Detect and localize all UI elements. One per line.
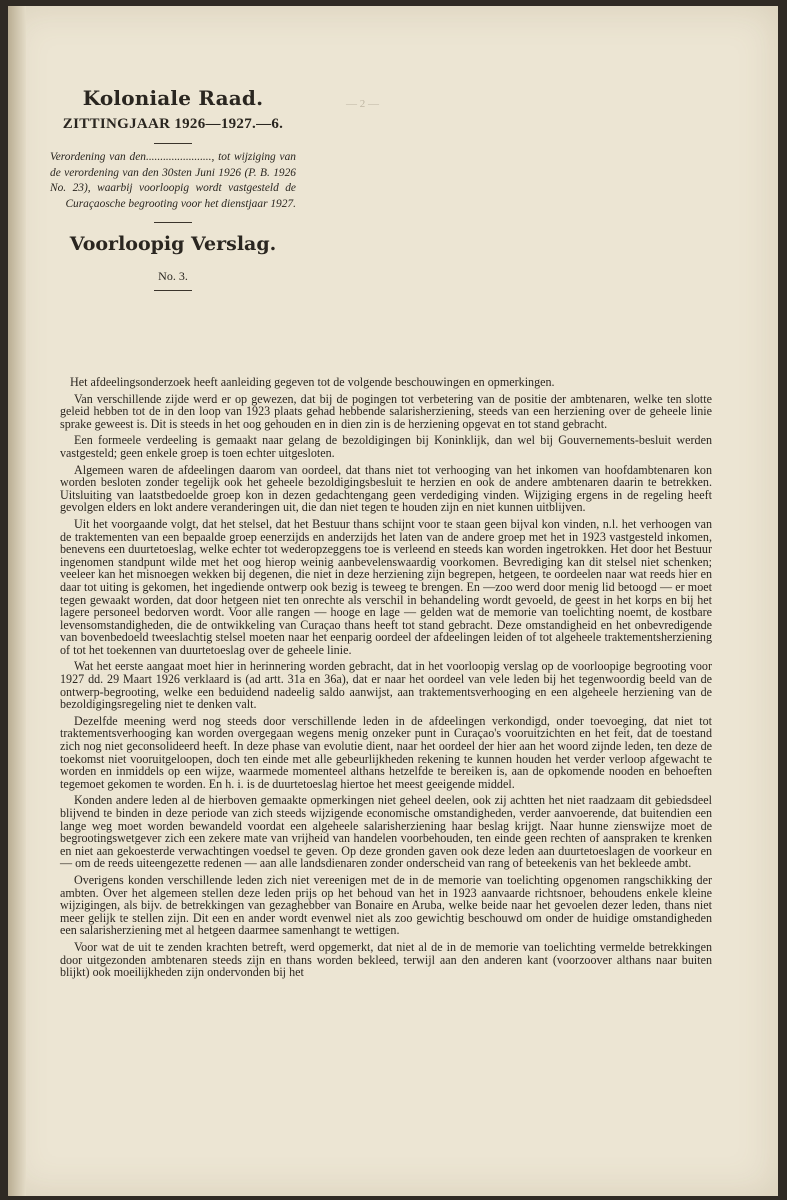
paragraph: Een formeele verdeeling is gemaakt naar gelang de bezoldigingen bij Koninklijk, dan wel bij Gouvernements-besluit werden vastgesteld; geen enkele groep is toen echter uitgesloten.: [60, 433, 712, 460]
divider: [154, 222, 192, 223]
decree-description: Verordening van den......................., tot wijziging van de verordening van den 30sten Juni 1926 (P. B. 1926 No. 23), waarbij voorloopig wordt vastgesteld de Curaçaosche begrooting voor het dienstjaar 1927.: [50, 151, 296, 210]
page-spine: [8, 6, 26, 1196]
paragraph: Van verschillende zijde werd er op gewezen, dat bij de pogingen tot verbetering van de positie der ambtenaren, welke ten slotte geleid hebben tot de in den loop van 1923 plaats gehad hebbende salarisherziening, steeds van een herziening over de geheele linie sprake geweest is. Dit is steeds in het oog gehouden en in dien zin is de herziening opgevat en tot stand gebracht.: [60, 391, 712, 431]
document-number: No. 3.: [158, 269, 188, 283]
divider: [154, 290, 192, 291]
paragraph: Voor wat de uit te zenden krachten betreft, werd opgemerkt, dat niet al de in de memorie van toelichting vermelde betrekkingen door uitgezonden ambtenaren steeds zijn en thans worden bekleed, terwijl aan den anderen kant (voorzoover althans naar buiten blijkt) ook moeilijkheden zijn ondervonden bij het: [60, 939, 712, 980]
divider: [154, 143, 192, 144]
page-mark: — 2 —: [346, 98, 379, 110]
session-year: ZITTINGJAAR 1926—1927.—6.: [62, 116, 284, 132]
paragraph: Algemeen waren de afdeelingen daarom van oordeel, dat thans niet tot verhooging van het inkomen van hoofdambtenaren kon worden besloten zonder tegelijk ook het geheele bezoldigingsbesluit te herzien en ook de andere ambtenaren daarin te betrekken. Uitsluiting van laatstbedoelde groep kon in dezen gedachtengang geen verdediging vinden. Wijziging ergens in de regeling heeft gevolgen elders en lokt andere veranderingen uit, die dan niet tegen te houden zijn en niet kunnen uitblijven.: [60, 462, 712, 515]
paragraph: Het afdeelingsonderzoek heeft aanleiding gegeven tot de volgende beschouwingen en opmerkingen.: [70, 375, 555, 389]
paragraph: Wat het eerste aangaat moet hier in herinnering worden gebracht, dat in het voorloopig verslag op de voorloopige begrooting voor 1927 dd. 29 Maart 1926 verklaard is (ad artt. 31a en 36a), dat er naar het oordeel van vele leden bij het tegenwoordig beeld van de ontwerp-begrooting, welke een beduidend nadeelig saldo aanwijst, aan traktementsverhooging en een algeheele herziening van de bezoldigingsregeling niet te denken valt.: [60, 659, 712, 712]
document-header: [48, 86, 298, 291]
document-page: [8, 6, 778, 1196]
report-title: Voorloopig Verslag.: [69, 233, 277, 255]
paragraph: Konden andere leden al de hierboven gemaakte opmerkingen niet geheel deelen, ook zij achtten het niet raadzaam dit gebiedsdeel blijvend te binden in deze periode van zich steeds wijzigende economische omstandigheden, verder aanvoerende, dat buitendien een lange weg moet worden bewandeld voordat een algeheele salarisherziening haar beslag krijgt. Naar hunne zienswijze moet de begrootingswetgever zich een zekere mate van vrijheid van handelen voorbehouden, ten einde geen rechten of aanspraken te krenken en niet aan gekoesterde verwachtingen voedsel te geven. Op deze gronden gaven ook deze leden aan duurtetoeslagen de voorkeur en — om de reeds uiteengezette redenen — aan alle landsdienaren zonder onderscheid van rang of beteekenis van het bekleede ambt.: [60, 793, 712, 871]
report-body: [60, 376, 712, 983]
paragraph: Dezelfde meening werd nog steeds door verschillende leden in de afdeelingen verkondigd, onder toevoeging, dat niet tot traktementsverhooging kan worden overgegaan wegens menig onzeker punt in Curaçao's vooruitzichten en het feit, dat de toestand zich nog niet geconsolideerd heeft. In deze phase van evolutie dient, naar het oordeel der hier aan het woord zijnde leden, ten deze de toekomst niet vooruitgeloopen, doch ten einde met alle gebeurlijkheden rekening te kunnen houden het verder verloop afgewacht te worden en inmiddels op een wijze, waarmede momenteel althans hetzelfde te bereiken is, aan de opkomende nooden en behoeften tegemoet gekomen te worden. En h. i. is de duurtetoeslag hiertoe het meest geeigende middel.: [60, 713, 712, 791]
paragraph: Uit het voorgaande volgt, dat het stelsel, dat het Bestuur thans schijnt voor te staan geen bijval kon vinden, n.l. het verhoogen van de traktementen van een bepaalde groep eenerzijds en anderzijds het laten van de andere groep met het in 1923 vastgesteld inkomen, benevens een duurtetoeslag, welke echter tot wederopzeggens toe is verleend en steeds kan worden ingetrokken. Het door het Bestuur ingenomen standpunt wilde met het oog hierop weinig aanbevelenswaardig voorkomen. Bevrediging kan dit stelsel niet schenken; veeleer kan het misnoegen wekken bij degenen, die niet in deze herziening zijn begrepen, hetgeen, te oordeelen naar wat reeds hier en daar tot uiting is gekomen, het ingediende ontwerp ook bezig is teweeg te brengen. En —zoo werd door menig lid betoogd — er moet tegen gewaakt worden, dat door hetgeen niet ten onrechte als verschil in behandeling wordt gevoeld, de geest in het korps en bij het lagere personeel bedorven wordt. Voor alle rangen — hooge en lage — gelden wat de memorie van toelichting noemt, de kostbare levensomstandigheden, die de ontwikkeling van Curaçao thans heeft tot stand gebracht. Deze omstandigheid en het onbevredigende van bovenbedoeld tweeslachtig stelsel moeten naar het eenparig oordeel der afdeelingen leiden of tot algeheele traktementsherziening of tot het toekennen van duurtetoeslag over de geheele linie.: [60, 516, 712, 657]
council-title: Koloniale Raad.: [82, 86, 264, 110]
paragraph: Overigens konden verschillende leden zich niet vereenigen met de in de memorie van toelichting opgenomen rangschikking der ambten. Over het algemeen stellen deze leden prijs op het behoud van het in 1923 aanvaarde richtsnoer, behoudens enkele kleine wijzigingen, als bijv. de betrekkingen van gezaghebber van Bonaire en Aruba, welke beide naar het gevoelen dezer leden, thans niet meer gelijk te stellen zijn. Dit een en ander wordt evenwel niet als zoo gewichtig beschouwd om onder de huidige omstandigheden een salarisherziening met al hetgeen daarmee samenhangt te wettigen.: [60, 872, 712, 938]
